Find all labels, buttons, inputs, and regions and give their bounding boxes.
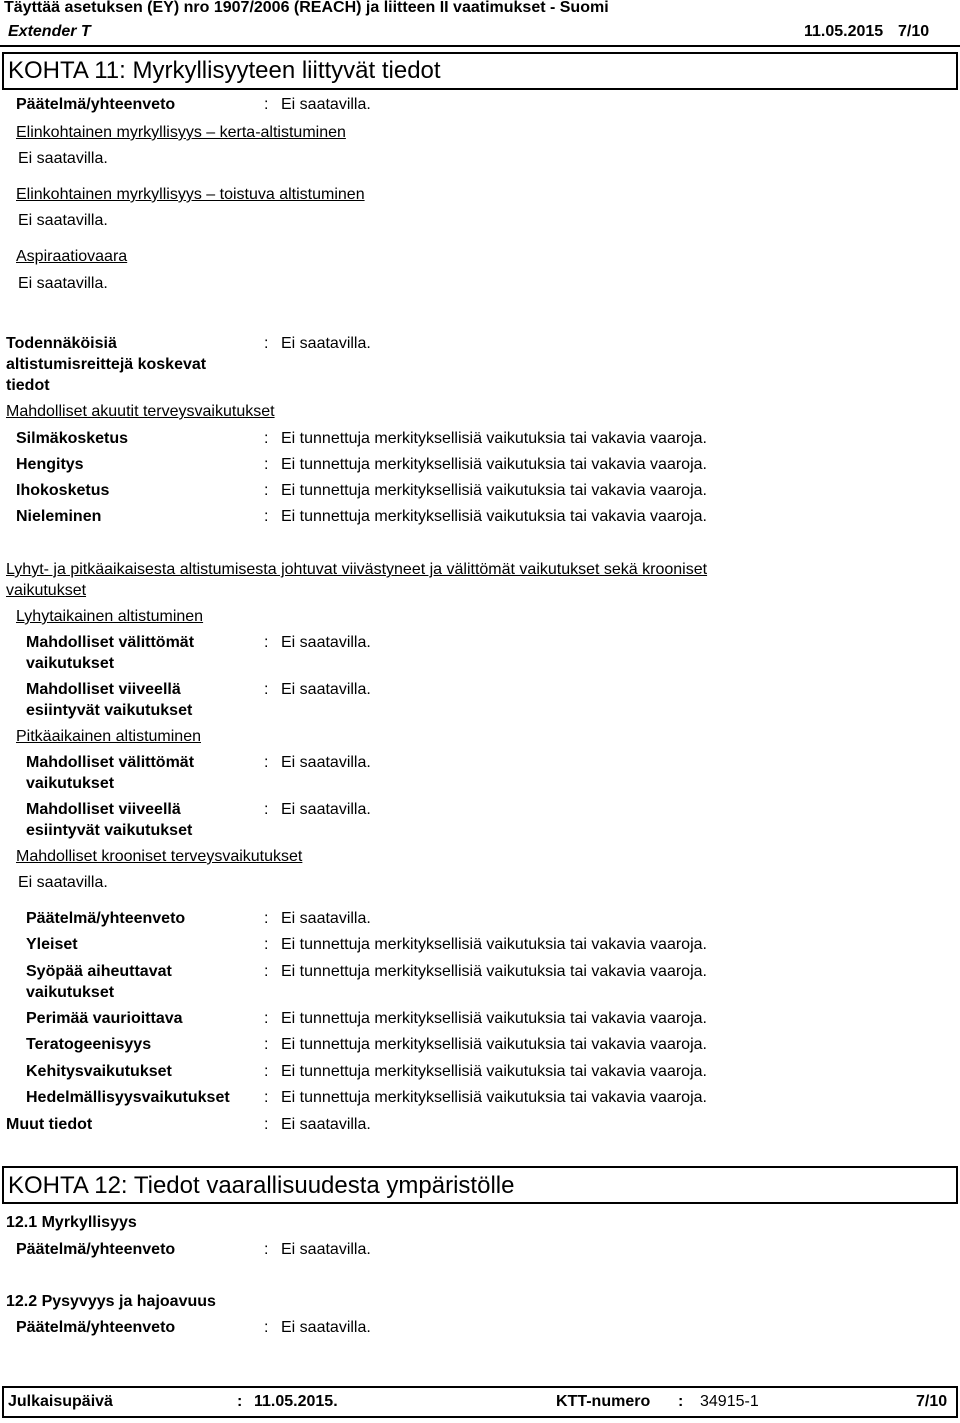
acute-value: Ei tunnettuja merkityksellisiä vaikutuksia tai vakavia vaaroja. [281,430,707,447]
stot-single-value: Ei saatavilla. [18,150,108,167]
short-immediate-value: Ei saatavilla. [281,634,371,651]
footer-box [2,1386,958,1418]
acute-value: Ei tunnettuja merkityksellisiä vaikutuksia tai vakavia vaaroja. [281,508,707,525]
persistence-conclusion-label: Päätelmä/yhteenveto [16,1319,176,1336]
chronic-conclusion-label: Päätelmä/yhteenveto [26,910,186,927]
document-title: Täyttää asetuksen (EY) nro 1907/2006 (REACH) ja liitteen II vaatimukset - Suomi [4,0,609,16]
chronic-heading: Mahdolliset krooniset terveysvaikutukset [16,848,303,865]
routes-label-line2: altistumisreittejä koskevat [6,356,207,373]
short-term-heading: Lyhytaikainen altistuminen [16,608,204,625]
general-value: Ei tunnettuja merkityksellisiä vaikutuksia tai vakavia vaaroja. [281,936,707,953]
aspiration-heading: Aspiraatiovaara [16,248,128,265]
conclusion-value: Ei saatavilla. [281,96,371,113]
conclusion-label: Päätelmä/yhteenveto [16,96,176,113]
colon: : [264,963,269,980]
toxicity-conclusion-value: Ei saatavilla. [281,1241,371,1258]
routes-label-line3: tiedot [6,377,50,394]
footer-published-label: Julkaisupäivä [8,1393,113,1410]
other-info-label: Muut tiedot [6,1116,93,1133]
developmental-value: Ei tunnettuja merkityksellisiä vaikutuksia tai vakavia vaaroja. [281,1063,707,1080]
long-delayed-value: Ei saatavilla. [281,801,371,818]
acute-label: Hengitys [16,456,84,473]
mutagenic-value: Ei tunnettuja merkityksellisiä vaikutuksia tai vakavia vaaroja. [281,1010,707,1027]
colon: : [264,1319,269,1336]
colon: : [264,1036,269,1053]
long-immediate-label-line1: Mahdolliset välittömät [26,754,195,771]
header-divider [0,45,960,47]
general-label: Yleiset [26,936,78,953]
toxicity-conclusion-label: Päätelmä/yhteenveto [16,1241,176,1258]
acute-value: Ei tunnettuja merkityksellisiä vaikutuksia tai vakavia vaaroja. [281,456,707,473]
colon: : [264,96,269,113]
acute-heading: Mahdolliset akuutit terveysvaikutukset [6,403,275,420]
colon: : [264,335,269,352]
short-immediate-label-line1: Mahdolliset välittömät [26,634,195,651]
long-term-heading: Pitkäaikainen altistuminen [16,728,201,745]
acute-label: Nieleminen [16,508,102,525]
colon: : [264,456,269,473]
colon: : [264,430,269,447]
long-delayed-label-line2: esiintyvät vaikutukset [26,822,193,839]
carcinogenic-value: Ei tunnettuja merkityksellisiä vaikutuksia tai vakavia vaaroja. [281,963,707,980]
footer-page-number: 7/10 [916,1393,948,1410]
colon: : [264,508,269,525]
long-immediate-value: Ei saatavilla. [281,754,371,771]
acute-label: Silmäkosketus [16,430,129,447]
routes-label-line1: Todennäköisiä [6,335,117,352]
footer-ktt-label: KTT-numero [556,1393,651,1410]
colon: : [264,754,269,771]
short-delayed-label-line1: Mahdolliset viiveellä [26,681,181,698]
stot-repeated-value: Ei saatavilla. [18,212,108,229]
routes-value: Ei saatavilla. [281,335,371,352]
short-delayed-label-line2: esiintyvät vaikutukset [26,702,193,719]
chronic-value: Ei saatavilla. [18,874,108,891]
developmental-label: Kehitysvaikutukset [26,1063,172,1080]
section-12-title: KOHTA 12: Tiedot vaarallisuudesta ympäristölle [8,1172,515,1199]
teratogenic-label: Teratogeenisyys [26,1036,152,1053]
chronic-conclusion-value: Ei saatavilla. [281,910,371,927]
stot-single-heading: Elinkohtainen myrkyllisyys – kerta-altistuminen [16,124,346,141]
delayed-heading-line2: vaikutukset [6,582,87,599]
fertility-value: Ei tunnettuja merkityksellisiä vaikutuksia tai vakavia vaaroja. [281,1089,707,1106]
colon: : [264,1089,269,1106]
colon: : [264,910,269,927]
mutagenic-label: Perimää vaurioittava [26,1010,183,1027]
persistence-heading: 12.2 Pysyvyys ja hajoavuus [6,1293,216,1310]
colon: : [264,801,269,818]
colon: : [264,1241,269,1258]
stot-repeated-heading: Elinkohtainen myrkyllisyys – toistuva altistuminen [16,186,365,203]
section-11-title: KOHTA 11: Myrkyllisyyteen liittyvät tiedot [8,57,441,84]
other-info-value: Ei saatavilla. [281,1116,371,1133]
toxicity-heading: 12.1 Myrkyllisyys [6,1214,137,1231]
delayed-heading-line1: Lyhyt- ja pitkäaikaisesta altistumisesta johtuvat viivästyneet ja välittömät vaikutukset sekä krooniset [6,561,708,578]
acute-label: Ihokosketus [16,482,110,499]
footer-published-value: 11.05.2015. [254,1393,338,1410]
colon: : [237,1393,243,1410]
colon: : [264,482,269,499]
colon: : [264,1063,269,1080]
colon: : [264,681,269,698]
short-delayed-value: Ei saatavilla. [281,681,371,698]
footer-ktt-value: 34915-1 [700,1393,759,1410]
colon: : [264,634,269,651]
fertility-label: Hedelmällisyysvaikutukset [26,1089,230,1106]
carcinogenic-label-line1: Syöpää aiheuttavat [26,963,172,980]
aspiration-value: Ei saatavilla. [18,275,108,292]
product-name: Extender T [8,23,91,40]
short-immediate-label-line2: vaikutukset [26,655,115,672]
acute-value: Ei tunnettuja merkityksellisiä vaikutuksia tai vakavia vaaroja. [281,482,707,499]
colon: : [264,936,269,953]
teratogenic-value: Ei tunnettuja merkityksellisiä vaikutuksia tai vakavia vaaroja. [281,1036,707,1053]
colon: : [264,1010,269,1027]
long-delayed-label-line1: Mahdolliset viiveellä [26,801,181,818]
carcinogenic-label-line2: vaikutukset [26,984,115,1001]
colon: : [678,1393,684,1410]
persistence-conclusion-value: Ei saatavilla. [281,1319,371,1336]
header-page-number: 7/10 [898,23,930,40]
long-immediate-label-line2: vaikutukset [26,775,115,792]
header-date: 11.05.2015 [804,23,884,40]
colon: : [264,1116,269,1133]
